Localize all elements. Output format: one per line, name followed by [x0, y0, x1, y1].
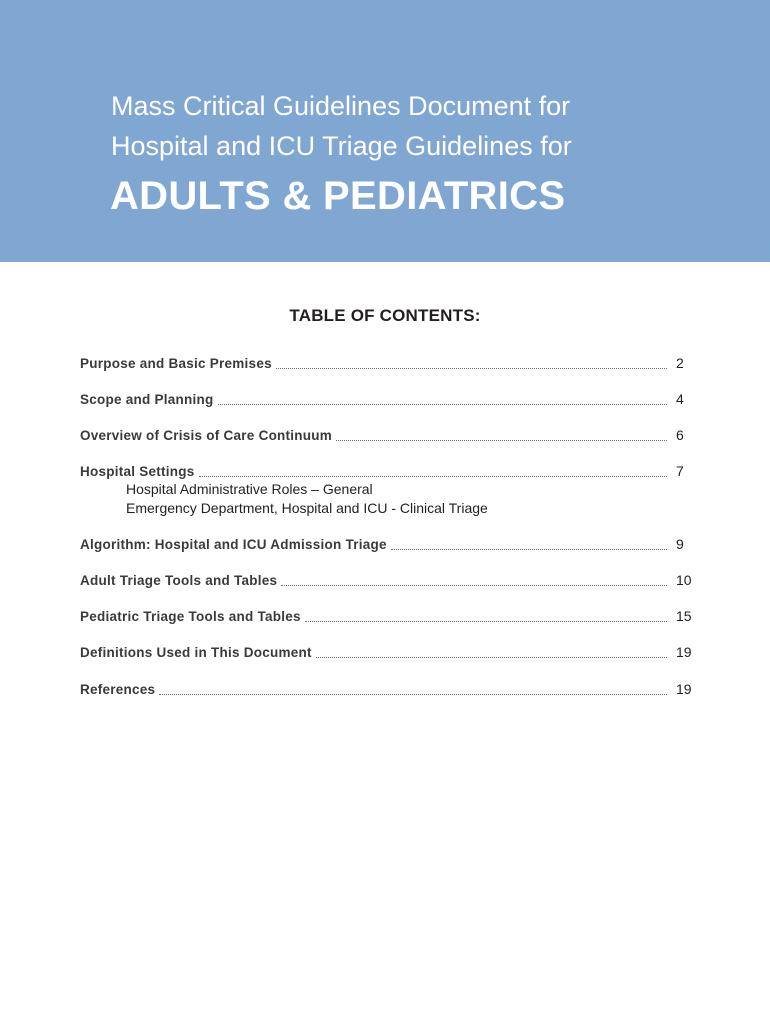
toc-leader [316, 656, 667, 658]
document-title: ADULTS & PEDIATRICS [110, 174, 566, 218]
toc-leader [276, 367, 667, 369]
toc-leader [305, 620, 667, 622]
toc-subitem: Hospital Administrative Roles – General [126, 481, 373, 497]
toc-entry-page: 10 [676, 572, 692, 588]
toc-entry-title: Purpose and Basic Premises [80, 356, 272, 371]
toc-entry-page: 19 [676, 681, 692, 697]
toc-entry-definitions [80, 643, 698, 662]
toc-entry-page: 6 [676, 427, 684, 443]
toc-leader [281, 584, 667, 586]
toc-leader [159, 693, 667, 695]
toc-entry-page: 9 [676, 536, 684, 552]
toc-entry-hospital-settings [80, 462, 698, 481]
toc-leader [218, 403, 667, 405]
toc-leader [336, 439, 667, 441]
toc-subitem: Emergency Department, Hospital and ICU - Clinical Triage [126, 500, 488, 516]
toc-entry-title: References [80, 682, 156, 697]
toc-entry-adult-triage [80, 571, 698, 590]
toc-entry-title: Overview of Crisis of Care Continuum [80, 428, 333, 443]
header-banner [0, 0, 770, 262]
toc-entry-title: Definitions Used in This Document [80, 645, 312, 660]
header-line-1: Mass Critical Guidelines Document for [111, 91, 571, 121]
toc-entry-references [80, 680, 698, 699]
toc-entry-page: 4 [676, 391, 684, 407]
toc-entry-overview [80, 426, 698, 445]
toc-entry-purpose [80, 354, 698, 373]
toc-leader [391, 548, 667, 550]
toc-heading: TABLE OF CONTENTS: [289, 306, 481, 325]
header-line-2: Hospital and ICU Triage Guidelines for [111, 131, 572, 161]
toc-entry-title: Hospital Settings [80, 464, 195, 479]
toc-entry-title: Pediatric Triage Tools and Tables [80, 609, 301, 624]
toc-entry-page: 2 [676, 355, 684, 371]
toc-entry-page: 7 [676, 463, 684, 479]
toc-entry-pediatric-triage [80, 607, 698, 626]
toc-entry-title: Adult Triage Tools and Tables [80, 573, 278, 588]
toc-entry-title: Algorithm: Hospital and ICU Admission Triage [80, 537, 387, 552]
toc-entry-page: 19 [676, 644, 692, 660]
toc-entry-algorithm [80, 535, 698, 554]
toc-entry-scope [80, 390, 698, 409]
toc-entry-page: 15 [676, 608, 692, 624]
toc-entry-title: Scope and Planning [80, 392, 214, 407]
toc-leader [199, 475, 667, 477]
